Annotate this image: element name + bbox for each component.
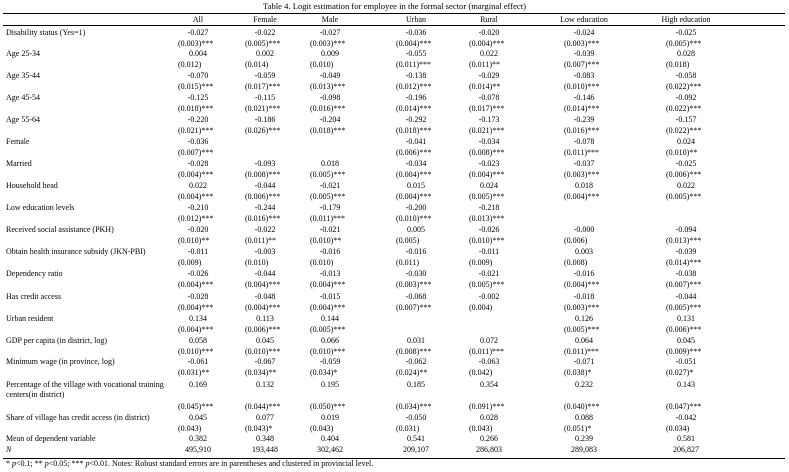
coef-cell: -0.049 [319, 71, 341, 80]
se-cell: (0.011)** [469, 60, 501, 69]
coef-cell: -0.092 [675, 93, 697, 102]
se-cell: (0.014)*** [666, 258, 702, 267]
coef-cell: -0.067 [254, 357, 276, 366]
se-cell: (0.004)*** [310, 280, 346, 289]
coef-cell: -0.239 [573, 115, 595, 124]
coef-cell: -0.041 [405, 137, 427, 146]
se-cell: (0.005)*** [310, 170, 346, 179]
coef-cell: -0.062 [405, 357, 427, 366]
se-cell: (0.010)*** [564, 82, 600, 91]
se-cell: (0.005)*** [245, 39, 281, 48]
se-cell: (0.006)*** [245, 192, 281, 201]
row-label: Disability status (Yes=1) [6, 28, 86, 37]
coef-cell: -0.016 [573, 269, 595, 278]
coef-cell: 0.541 [407, 434, 425, 443]
coef-cell: 0.066 [321, 336, 339, 345]
coef-cell: 0.045 [677, 336, 695, 345]
se-cell: (0.005)*** [666, 39, 702, 48]
se-cell: (0.034)* [310, 368, 338, 377]
coef-cell: 0.003 [575, 247, 593, 256]
coef-cell: -0.210 [187, 203, 209, 212]
coef-cell: -0.036 [405, 28, 427, 37]
se-cell: (0.017)*** [469, 104, 505, 113]
row-label: Obtain health insurance subsidy (JKN-PBI) [6, 247, 146, 256]
coef-cell: -0.063 [478, 357, 500, 366]
coef-cell: -0.018 [573, 292, 595, 301]
column-header: Urban [406, 15, 426, 24]
se-cell: (0.013)*** [469, 214, 505, 223]
se-cell: (0.011)*** [396, 60, 432, 69]
coef-cell: 0.024 [480, 181, 498, 190]
se-cell: (0.034)** [245, 368, 277, 377]
coef-cell: -0.098 [319, 93, 341, 102]
se-cell: (0.022)*** [666, 126, 702, 135]
coef-cell: -0.071 [573, 357, 595, 366]
se-cell: (0.043) [469, 424, 493, 433]
se-cell: (0.010) [310, 60, 334, 69]
coef-cell: 0.022 [677, 181, 695, 190]
coef-cell: 0.404 [321, 434, 339, 443]
se-cell: (0.007)*** [564, 60, 600, 69]
coef-cell: -0.200 [405, 203, 427, 212]
se-cell: (0.021)*** [469, 126, 505, 135]
coef-cell: 0.015 [407, 181, 425, 190]
se-cell: (0.010)*** [245, 347, 281, 356]
coef-cell: 0.028 [677, 49, 695, 58]
se-cell: (0.008)*** [469, 148, 505, 157]
se-cell: (0.050)*** [310, 402, 346, 411]
se-cell: (0.004)*** [564, 280, 600, 289]
coef-cell: -0.025 [675, 159, 697, 168]
se-cell: (0.004)*** [178, 280, 214, 289]
se-cell: (0.031)** [178, 368, 210, 377]
column-header: Rural [480, 15, 498, 24]
row-label: Age 45-54 [6, 93, 40, 102]
row-label: Low education levels [6, 203, 75, 212]
se-cell: (0.015)*** [178, 82, 214, 91]
coef-cell: 0.005 [407, 225, 425, 234]
se-cell: (0.011)*** [469, 347, 505, 356]
se-cell: (0.022)*** [666, 104, 702, 113]
se-cell: (0.012)*** [178, 214, 214, 223]
se-cell: (0.003)*** [178, 39, 214, 48]
row-label: Mean of dependent variable [6, 434, 96, 443]
se-cell: (0.004)*** [178, 170, 214, 179]
coef-cell: 286,803 [476, 445, 502, 454]
se-cell: (0.005)*** [310, 192, 346, 201]
coef-cell: -0.051 [675, 357, 697, 366]
column-header: Male [321, 15, 339, 24]
coef-cell: 0.028 [480, 413, 498, 422]
coef-cell: -0.027 [187, 28, 209, 37]
coef-cell: -0.026 [187, 269, 209, 278]
coef-cell: -0.016 [405, 247, 427, 256]
se-cell: (0.011)*** [564, 148, 600, 157]
coef-cell: 206,827 [673, 445, 699, 454]
coef-cell: 0.134 [189, 314, 207, 323]
coef-cell: -0.028 [187, 159, 209, 168]
se-cell: (0.040)*** [564, 402, 600, 411]
coef-cell: -0.013 [319, 269, 341, 278]
coef-cell: -0.125 [187, 93, 209, 102]
se-cell: (0.010)** [178, 236, 210, 245]
se-cell: (0.004)*** [245, 303, 281, 312]
se-cell: (0.018)*** [178, 104, 214, 113]
coef-cell: -0.048 [254, 292, 276, 301]
coef-cell: 0.088 [575, 413, 593, 422]
se-cell: (0.009) [469, 258, 493, 267]
coef-cell: 0.072 [480, 336, 498, 345]
se-cell: (0.004)*** [396, 39, 432, 48]
column-header: High education [661, 15, 711, 24]
coef-cell: -0.061 [187, 357, 209, 366]
coef-cell: 0.024 [677, 137, 695, 146]
coef-cell: -0.068 [405, 292, 427, 301]
row-label: Age 35-44 [6, 71, 40, 80]
coef-cell: -0.022 [254, 225, 276, 234]
row-label: Dependency ratio [6, 269, 63, 278]
row-label: Married [6, 159, 32, 168]
coef-cell: 0.022 [189, 181, 207, 190]
column-header: Low education [560, 15, 608, 24]
row-label: Share of village has credit access (in district) [6, 413, 150, 422]
coef-cell: -0.196 [405, 93, 427, 102]
coef-cell: -0.044 [675, 292, 697, 301]
se-cell: (0.005)*** [564, 325, 600, 334]
se-cell: (0.010)*** [310, 347, 346, 356]
coef-cell: 0.348 [256, 434, 274, 443]
coef-cell: -0.220 [187, 115, 209, 124]
coef-cell: 0.169 [189, 380, 207, 389]
se-cell: (0.006)*** [245, 325, 281, 334]
se-cell: (0.017)*** [245, 82, 281, 91]
row-label: Percentage of the village with vocational training centers(in district) [6, 380, 164, 399]
se-cell: (0.044)*** [245, 402, 281, 411]
coef-cell: 0.058 [189, 336, 207, 345]
coef-cell: 0.126 [575, 314, 593, 323]
coef-cell: -0.011 [187, 247, 209, 256]
se-cell: (0.043) [178, 424, 202, 433]
coef-cell: 0.239 [575, 434, 593, 443]
se-cell: (0.007)*** [178, 148, 214, 157]
coef-cell: -0.023 [478, 159, 500, 168]
row-label: Minimum wage (in province, log) [6, 357, 115, 366]
coef-cell: 0.077 [256, 413, 274, 422]
se-cell: (0.008) [564, 258, 588, 267]
coef-cell: -0.044 [254, 181, 276, 190]
coef-cell: 0.132 [256, 380, 274, 389]
coef-cell: 289,083 [571, 445, 597, 454]
se-cell: (0.004)*** [396, 170, 432, 179]
se-cell: (0.024)** [396, 368, 428, 377]
se-cell: (0.006)*** [666, 170, 702, 179]
se-cell: (0.009)*** [666, 347, 702, 356]
coef-cell: 0.144 [321, 314, 339, 323]
se-cell: (0.011)** [245, 236, 277, 245]
se-cell: (0.010)*** [178, 347, 214, 356]
coef-cell: 0.131 [677, 314, 695, 323]
se-cell: (0.038)* [564, 368, 592, 377]
se-cell: (0.014)** [469, 82, 501, 91]
coef-cell: 0.195 [321, 380, 339, 389]
coef-cell: 0.382 [189, 434, 207, 443]
coef-cell: -0.244 [254, 203, 276, 212]
coef-cell: -0.070 [187, 71, 209, 80]
coef-cell: 193,448 [252, 445, 278, 454]
coef-cell: -0.059 [319, 357, 341, 366]
se-cell: (0.005)*** [469, 280, 505, 289]
se-cell: (0.022)*** [666, 82, 702, 91]
coef-cell: -0.020 [187, 225, 209, 234]
se-cell: (0.016)*** [564, 126, 600, 135]
se-cell: (0.047)*** [666, 402, 702, 411]
coef-cell: 0.002 [256, 49, 274, 58]
coef-cell: 0.009 [321, 49, 339, 58]
coef-cell: -0.038 [675, 269, 697, 278]
se-cell: (0.043)* [245, 424, 273, 433]
se-cell: (0.011) [396, 258, 420, 267]
coef-cell: 302,462 [317, 445, 343, 454]
se-cell: (0.003)*** [564, 170, 600, 179]
coef-cell: -0.036 [187, 137, 209, 146]
coef-cell: -0.094 [675, 225, 697, 234]
coef-cell: -0.157 [675, 115, 697, 124]
se-cell: (0.013)*** [310, 82, 346, 91]
row-label: Urban resident [6, 314, 54, 323]
coef-cell: 0.143 [677, 380, 695, 389]
coef-cell: -0.011 [478, 247, 500, 256]
se-cell: (0.006) [564, 236, 588, 245]
se-cell: (0.004)*** [469, 39, 505, 48]
coef-cell: 0.018 [321, 159, 339, 168]
se-cell: (0.010)** [666, 148, 698, 157]
se-cell: (0.018)*** [310, 126, 346, 135]
coef-cell: -0.015 [319, 292, 341, 301]
se-cell: (0.004)*** [396, 192, 432, 201]
coef-cell: -0.030 [405, 269, 427, 278]
coef-cell: -0.024 [573, 28, 595, 37]
se-cell: (0.003)*** [310, 39, 346, 48]
row-label: Has credit access [6, 292, 62, 301]
row-label: Household head [6, 181, 58, 190]
coef-cell: 0.113 [256, 314, 274, 323]
coef-cell: -0.039 [675, 247, 697, 256]
row-label: Received social assistance (PKH) [6, 225, 114, 234]
se-cell: (0.004)*** [178, 192, 214, 201]
coef-cell: 0.045 [189, 413, 207, 422]
coef-cell: 0.232 [575, 380, 593, 389]
se-cell: (0.005)*** [666, 192, 702, 201]
se-cell: (0.004)*** [245, 280, 281, 289]
coef-cell: 0.064 [575, 336, 593, 345]
coef-cell: -0.000 [573, 225, 595, 234]
coef-cell: 0.019 [321, 413, 339, 422]
coef-cell: -0.016 [319, 247, 341, 256]
coef-cell: 0.018 [575, 181, 593, 190]
coef-cell: -0.173 [478, 115, 500, 124]
coef-cell: 0.004 [189, 49, 207, 58]
header-rule [3, 25, 785, 26]
coef-cell: -0.058 [675, 71, 697, 80]
se-cell: (0.027)* [666, 368, 694, 377]
coef-cell: -0.021 [319, 225, 341, 234]
se-cell: (0.043) [310, 424, 334, 433]
se-cell: (0.021)*** [245, 104, 281, 113]
se-cell: (0.011)*** [310, 214, 346, 223]
coef-cell: 0.354 [480, 380, 498, 389]
coef-cell: 0.022 [480, 49, 498, 58]
coef-cell: -0.055 [405, 49, 427, 58]
coef-cell: -0.003 [254, 247, 276, 256]
se-cell: (0.010)*** [396, 214, 432, 223]
coef-cell: -0.021 [478, 269, 500, 278]
coef-cell: -0.028 [187, 292, 209, 301]
coef-cell: -0.044 [254, 269, 276, 278]
coef-cell: -0.179 [319, 203, 341, 212]
coef-cell: -0.026 [478, 225, 500, 234]
coef-cell: 495,910 [185, 445, 211, 454]
se-cell: (0.004)*** [178, 325, 214, 334]
coef-cell: -0.078 [478, 93, 500, 102]
se-cell: (0.021)*** [178, 126, 214, 135]
se-cell: (0.010) [245, 258, 269, 267]
se-cell: (0.018) [666, 60, 690, 69]
se-cell: (0.005)*** [469, 192, 505, 201]
se-cell: (0.011)*** [564, 347, 600, 356]
se-cell: (0.010) [310, 258, 334, 267]
top-rule [3, 13, 785, 14]
se-cell: (0.003)*** [564, 39, 600, 48]
se-cell: (0.005) [396, 236, 420, 245]
se-cell: (0.004)*** [564, 192, 600, 201]
se-cell: (0.091)*** [469, 402, 505, 411]
coef-cell: -0.029 [478, 71, 500, 80]
column-header: Female [253, 15, 277, 24]
coef-cell: -0.022 [254, 28, 276, 37]
row-label: GDP per capita (in district, log) [6, 336, 108, 345]
coef-cell: -0.039 [573, 49, 595, 58]
se-cell: (0.014)*** [564, 104, 600, 113]
se-cell: (0.018)*** [396, 126, 432, 135]
se-cell: (0.013)*** [666, 236, 702, 245]
coef-cell: -0.146 [573, 93, 595, 102]
coef-cell: 0.045 [256, 336, 274, 345]
coef-cell: -0.292 [405, 115, 427, 124]
row-label: Age 25-34 [6, 49, 40, 58]
se-cell: (0.007)*** [666, 280, 702, 289]
se-cell: (0.051)* [564, 424, 592, 433]
se-cell: (0.006)*** [666, 325, 702, 334]
coef-cell: -0.034 [478, 137, 500, 146]
coef-cell: -0.050 [405, 413, 427, 422]
se-cell: (0.045)*** [178, 402, 214, 411]
coef-cell: 0.266 [480, 434, 498, 443]
coef-cell: -0.078 [573, 137, 595, 146]
table-note: * p<0.1; ** p<0.05; *** p<0.01. Notes: Robust standard errors are in parentheses and clustered in provincial level. [6, 459, 374, 468]
se-cell: (0.004) [469, 303, 493, 312]
coef-cell: -0.002 [478, 292, 500, 301]
se-cell: (0.026)*** [245, 126, 281, 135]
coef-cell: -0.034 [405, 159, 427, 168]
coef-cell: -0.020 [478, 28, 500, 37]
se-cell: (0.003)*** [564, 303, 600, 312]
se-cell: (0.034) [666, 424, 690, 433]
coef-cell: -0.138 [405, 71, 427, 80]
table-title: Table 4. Logit estimation for employee in the formal sector (marginal effect) [262, 1, 526, 11]
se-cell: (0.007)*** [396, 303, 432, 312]
se-cell: (0.042) [469, 368, 493, 377]
coef-cell: -0.025 [675, 28, 697, 37]
se-cell: (0.010)** [310, 236, 342, 245]
se-cell: (0.031) [396, 424, 420, 433]
coef-cell: 209,107 [403, 445, 429, 454]
se-cell: (0.003)*** [396, 280, 432, 289]
coef-cell: 0.031 [407, 336, 425, 345]
se-cell: (0.008)*** [396, 347, 432, 356]
se-cell: (0.004)*** [469, 170, 505, 179]
se-cell: (0.016)*** [310, 104, 346, 113]
se-cell: (0.008)*** [245, 170, 281, 179]
coef-cell: -0.083 [573, 71, 595, 80]
se-cell: (0.010)*** [469, 236, 505, 245]
row-label: N [6, 445, 12, 454]
coef-cell: 0.185 [407, 380, 425, 389]
se-cell: (0.004)*** [310, 303, 346, 312]
se-cell: (0.005)*** [666, 303, 702, 312]
se-cell: (0.004)*** [178, 303, 214, 312]
coef-cell: -0.204 [319, 115, 341, 124]
se-cell: (0.009) [178, 258, 202, 267]
row-label: Age 55-64 [6, 115, 40, 124]
coef-cell: -0.186 [254, 115, 276, 124]
se-cell: (0.005)*** [310, 325, 346, 334]
se-cell: (0.012)*** [396, 82, 432, 91]
coef-cell: -0.115 [254, 93, 276, 102]
coef-cell: 0.581 [677, 434, 695, 443]
coef-cell: -0.037 [573, 159, 595, 168]
se-cell: (0.016)*** [245, 214, 281, 223]
row-label: Female [6, 137, 30, 146]
se-cell: (0.014)*** [396, 104, 432, 113]
column-header: All [192, 15, 204, 24]
coef-cell: -0.093 [254, 159, 276, 168]
coef-cell: -0.021 [319, 181, 341, 190]
se-cell: (0.014) [245, 60, 269, 69]
se-cell: (0.012) [178, 60, 202, 69]
coef-cell: -0.027 [319, 28, 341, 37]
se-cell: (0.006)*** [396, 148, 432, 157]
coef-cell: -0.218 [478, 203, 500, 212]
coef-cell: -0.042 [675, 413, 697, 422]
coef-cell: -0.059 [254, 71, 276, 80]
se-cell: (0.034)*** [396, 402, 432, 411]
